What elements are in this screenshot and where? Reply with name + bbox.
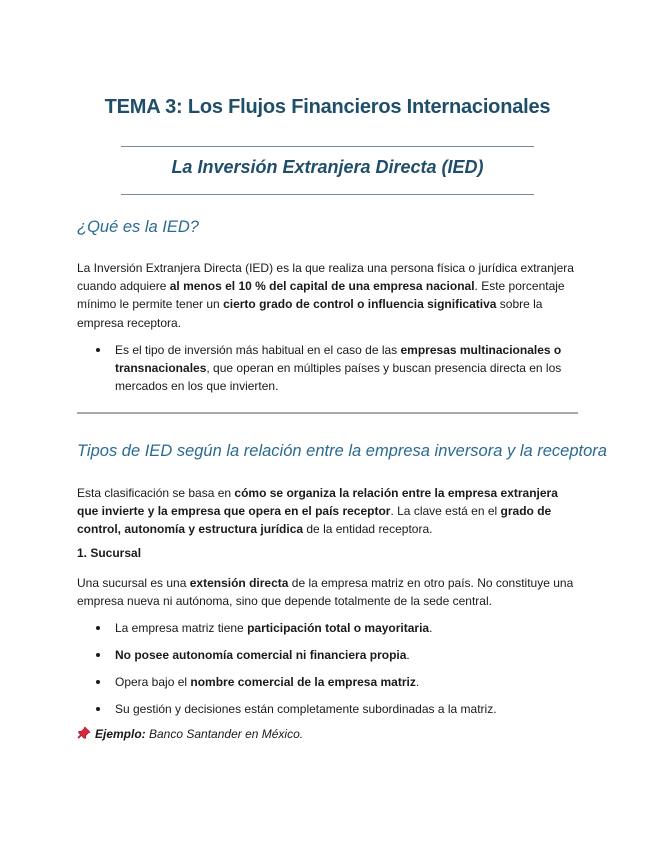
text-run: Su gestión y decisiones están completamente subordinadas a la matriz. [115, 702, 497, 716]
pushpin-icon [77, 726, 91, 740]
text-run: , que operan en múltiples países y buscan presencia directa en los mercados en los que invierten. [115, 361, 562, 394]
text-run: . [429, 621, 433, 635]
example-label: Ejemplo: [95, 727, 146, 741]
bold-text: grado de control, autonomía y estructura jurídica [77, 504, 552, 537]
list-item [77, 700, 579, 718]
list-item [77, 646, 579, 664]
text-run: de la entidad receptora. [303, 522, 433, 537]
list-item [77, 673, 579, 691]
text-run: . La clave está en el [390, 504, 501, 519]
document-subtitle: La Inversión Extranjera Directa (IED) [171, 157, 484, 177]
section-divider [77, 412, 578, 414]
sucursal-bullet-list [77, 619, 579, 718]
text-run: . [415, 675, 420, 689]
subsection-heading-sucursal: 1. Sucursal [77, 546, 142, 560]
bold-text: No posee autonomía comercial ni financiera propia [115, 648, 407, 662]
document-title: TEMA 3: Los Flujos Financieros Internacionales [104, 96, 551, 118]
list-item [77, 341, 579, 396]
bold-text: empresas multinacionales o transnacionales [115, 343, 562, 376]
text-run: sobre la empresa receptora. [77, 297, 543, 330]
section2-paragraph [77, 484, 579, 539]
section-heading-what-is-ied: ¿Qué es la IED? [77, 218, 199, 236]
text-run: La Inversión Extranjera Directa (IED) es la que realiza una persona física o jurídica extranjera cuando adquiere [77, 261, 574, 294]
bold-text: extensión directa [189, 576, 289, 590]
bold-text: participación total o mayoritaria [247, 621, 430, 635]
bold-text: cómo se organiza la relación entre la empresa extranjera que invierte y la empresa que opera en el país receptor [77, 486, 558, 519]
text-run: Es el tipo de inversión más habitual en el caso de las [115, 343, 401, 357]
text-run: Una sucursal es una [77, 576, 190, 590]
title-divider-top [121, 146, 534, 147]
title-divider-bottom [121, 194, 534, 195]
example-line [77, 725, 303, 743]
text-run: . [406, 648, 410, 662]
bold-text: nombre comercial de la empresa matriz [190, 675, 416, 689]
section-heading-ied-types: Tipos de IED según la relación entre la empresa inversora y la receptora [77, 442, 607, 460]
list-item [77, 619, 579, 637]
section1-bullet-list [77, 341, 579, 396]
text-run: La empresa matriz tiene [115, 621, 248, 635]
text-run: Opera bajo el [115, 675, 191, 689]
example-text: Banco Santander en México. [145, 727, 304, 741]
text-run: de la empresa matriz en otro país. No constituye una empresa nueva ni autónoma, sino que depende totalmente de la sede central. [77, 576, 574, 609]
section1-paragraph [77, 259, 579, 332]
text-run: Esta clasificación se basa en [77, 486, 235, 500]
bold-text: cierto grado de control o influencia significativa [223, 297, 497, 312]
text-run: . Este porcentaje mínimo le permite tener un [77, 279, 565, 312]
bold-text: al menos el 10 % del capital de una empresa nacional [169, 279, 475, 294]
sucursal-paragraph [77, 574, 579, 610]
